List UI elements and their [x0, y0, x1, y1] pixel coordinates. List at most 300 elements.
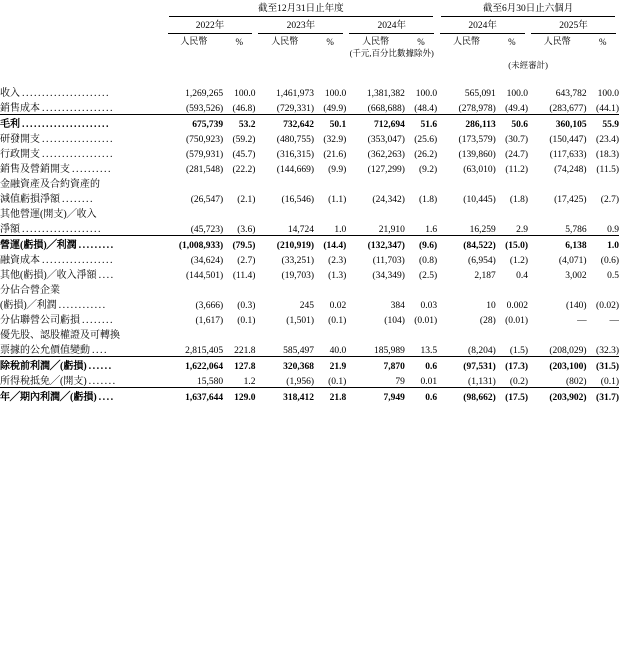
cell-amount [255, 175, 314, 190]
cell-percent [314, 205, 346, 220]
cell-amount [528, 205, 587, 220]
table-row [0, 99, 619, 115]
cell-amount: 15,580 [197, 377, 224, 387]
cell-amount: (74,248) [554, 165, 587, 175]
row-label [0, 130, 165, 145]
cell-percent [223, 281, 255, 296]
cell-percent [405, 326, 437, 341]
cell-percent: 0.9 [607, 225, 619, 235]
cell-amount: (127,299) [367, 165, 405, 175]
table-row [0, 266, 619, 281]
cell-amount: 79 [395, 377, 405, 387]
cell-amount: (8,204) [468, 346, 496, 356]
cell-amount [165, 281, 224, 296]
cell-percent: 0.6 [405, 388, 437, 404]
header-year-2023: 2023年 [255, 17, 346, 34]
cell-amount: (1,956) [286, 377, 314, 387]
cell-percent: 0.01 [420, 377, 438, 387]
row-label [0, 251, 165, 266]
cell-percent: (0.1) [237, 316, 256, 326]
leader-dots: . . . . . . . . [80, 315, 112, 326]
leader-dots: . . . . . . . [86, 376, 115, 387]
cell-amount: (203,902) [528, 388, 587, 404]
row-label [0, 357, 165, 373]
row-label [0, 326, 165, 341]
cell-percent: (2.1) [237, 195, 256, 205]
table-row [0, 341, 619, 357]
table-row [0, 220, 619, 236]
cell-amount: (97,531) [437, 357, 496, 373]
cell-percent: 51.6 [405, 115, 437, 131]
cell-percent [314, 281, 346, 296]
row-label [0, 220, 165, 236]
cell-percent: (1.5) [509, 346, 529, 356]
cell-percent: (1.2) [509, 256, 529, 266]
header-group-row [0, 0, 619, 17]
header-unaudited-note-row [0, 59, 619, 71]
cell-amount: 360,105 [528, 115, 587, 131]
cell-percent [587, 326, 619, 341]
cell-amount: (132,347) [346, 236, 405, 252]
table-row [0, 115, 619, 131]
cell-amount: (173,579) [458, 135, 496, 145]
cell-percent: (18.3) [596, 150, 619, 160]
row-label [0, 311, 165, 326]
cell-percent: 0.4 [516, 271, 529, 281]
header-year-row [0, 17, 619, 34]
leader-dots: . . . . . . . . . . . . . . . . . . [40, 149, 112, 160]
cell-percent: (25.6) [414, 135, 438, 145]
cell-percent: (0.2) [509, 377, 529, 387]
cell-percent [405, 281, 437, 296]
table-row [0, 296, 619, 311]
cell-amount: 185,989 [373, 346, 405, 356]
cell-amount: (6,954) [468, 256, 496, 266]
cell-amount: (144,669) [276, 165, 314, 175]
cell-percent [223, 326, 255, 341]
cell-percent: (11.4) [232, 271, 256, 281]
cell-amount: (63,010) [463, 165, 496, 175]
cell-amount: 2,187 [474, 271, 496, 281]
cell-percent: (31.5) [587, 357, 619, 373]
table-row [0, 236, 619, 252]
header-year-2024: 2024年 [346, 17, 437, 34]
row-label [0, 388, 165, 404]
cell-amount [346, 281, 405, 296]
cell-amount: (750,923) [185, 135, 224, 145]
row-label [0, 190, 165, 205]
cell-percent: (45.7) [232, 150, 256, 160]
table-row [0, 372, 619, 388]
cell-percent: (32.9) [323, 135, 347, 145]
cell-amount [437, 326, 496, 341]
leader-dots: . . . . . . . . . . . . . . . . . . . . . . [20, 119, 108, 130]
cell-percent: (32.3) [596, 346, 619, 356]
header-percent-2023: % [326, 37, 334, 47]
cell-amount: (19,703) [281, 271, 314, 281]
cell-percent [223, 205, 255, 220]
cell-percent: (2.7) [237, 256, 256, 266]
cell-amount: (11,703) [372, 256, 405, 266]
cell-percent: (17.3) [496, 357, 528, 373]
cell-percent: (1.1) [328, 195, 347, 205]
row-label-text: 行政開支 [0, 149, 40, 160]
leader-dots: . . . . . . . . . . . . . . . . . . . . . . [20, 88, 108, 99]
cell-amount: 21,910 [378, 225, 405, 235]
leader-dots: . . . . [96, 270, 113, 281]
cell-amount: 7,949 [346, 388, 405, 404]
cell-amount: (140) [566, 301, 587, 311]
table-row [0, 130, 619, 145]
cell-amount: 1,381,382 [366, 89, 405, 99]
cell-percent: 100.0 [597, 89, 619, 99]
cell-amount [437, 281, 496, 296]
cell-percent: (0.01) [414, 316, 438, 326]
header-currency-2024: 人民幣 [362, 36, 390, 46]
cell-amount [437, 205, 496, 220]
cell-amount: (1,617) [195, 316, 224, 326]
header-currency-2025i: 人民幣 [543, 36, 571, 46]
cell-amount [528, 281, 587, 296]
cell-amount: 10 [486, 301, 496, 311]
cell-percent: (3.6) [237, 225, 256, 235]
cell-percent [496, 326, 528, 341]
cell-percent: (0.1) [328, 377, 347, 387]
cell-amount: (144,501) [185, 271, 224, 281]
cell-amount: 14,724 [287, 225, 314, 235]
cell-percent: 53.2 [223, 115, 255, 131]
table-row [0, 160, 619, 175]
cell-percent: (11.2) [505, 165, 529, 175]
table-row [0, 190, 619, 205]
row-label [0, 372, 165, 388]
cell-percent: 221.8 [234, 346, 256, 356]
cell-amount: (28) [479, 316, 496, 326]
cell-percent: 100.0 [234, 89, 256, 99]
leader-dots: . . . . . . . . . . . . . . . . . . [40, 255, 112, 266]
row-label-text: 銷售及營銷開支 [0, 164, 70, 175]
cell-amount: (281,548) [185, 165, 224, 175]
leader-dots: . . . . . . . . . . . . . . . . . . [40, 134, 112, 145]
row-label-text: 分佔合營企業 [0, 285, 60, 296]
table-row [0, 205, 619, 220]
cell-percent: (2.7) [600, 195, 619, 205]
cell-amount: (84,522) [437, 236, 496, 252]
cell-amount [346, 205, 405, 220]
cell-percent: (0.6) [600, 256, 619, 266]
cell-amount: (208,029) [549, 346, 587, 356]
header-currency-2024i: 人民幣 [452, 36, 480, 46]
cell-percent: 100.0 [415, 89, 438, 99]
row-label-text: 減值虧損淨額 [0, 194, 60, 205]
cell-amount [346, 326, 405, 341]
table-row [0, 326, 619, 341]
cell-amount: (353,047) [367, 135, 405, 145]
cell-amount: (210,919) [255, 236, 314, 252]
cell-percent [314, 175, 346, 190]
cell-percent: 0.002 [506, 301, 529, 311]
row-label-text: 優先股、認股權證及可轉換 [0, 330, 120, 341]
row-label [0, 115, 165, 131]
unaudited-note: (未經審計) [508, 60, 548, 70]
cell-percent: 1.0 [334, 225, 347, 235]
cell-percent: (1.3) [328, 271, 347, 281]
table-row [0, 175, 619, 190]
header-currency-2023: 人民幣 [271, 36, 299, 46]
cell-percent: 127.8 [223, 357, 255, 373]
cell-percent: 21.9 [314, 357, 346, 373]
table-row [0, 388, 619, 404]
cell-amount [346, 175, 405, 190]
table-header [0, 0, 619, 84]
row-label [0, 84, 165, 99]
header-group-annual: 截至12月31日止年度 [165, 0, 438, 17]
row-label-text: 銷售成本 [0, 103, 40, 114]
cell-percent: (46.8) [232, 104, 256, 114]
leader-dots: . . . . . . . . . [76, 240, 113, 251]
row-label-text: 票據的公允價值變動 [0, 345, 90, 356]
cell-percent: (0.3) [237, 301, 256, 311]
cell-percent: (0.8) [418, 256, 438, 266]
cell-amount: 565,091 [464, 89, 496, 99]
cell-percent: (49.4) [505, 104, 529, 114]
cell-amount [255, 281, 314, 296]
cell-percent: (22.2) [232, 165, 256, 175]
leader-dots: . . . . [90, 345, 106, 356]
cell-amount: 6,138 [528, 236, 587, 252]
table-row [0, 311, 619, 326]
header-currency-2022: 人民幣 [180, 36, 208, 46]
cell-amount: (480,755) [276, 135, 314, 145]
cell-amount: (3,666) [195, 301, 224, 311]
header-unit-note-row [0, 47, 619, 59]
leader-dots: . . . . [96, 392, 113, 403]
cell-percent: (1.8) [509, 195, 529, 205]
cell-percent: (30.7) [505, 135, 529, 145]
row-label [0, 160, 165, 175]
row-label-text: 年╱期內利潤╱(虧損) [0, 392, 97, 403]
cell-percent: 0.5 [607, 271, 619, 281]
cell-amount: 1,269,265 [185, 89, 224, 99]
cell-amount: (283,677) [549, 104, 587, 114]
cell-amount: — [577, 316, 587, 326]
cell-amount: 245 [299, 301, 314, 311]
header-year-2024-interim: 2024年 [437, 17, 528, 34]
cell-amount: (316,315) [276, 150, 314, 160]
cell-amount [255, 326, 314, 341]
cell-percent: (26.2) [414, 150, 438, 160]
table-row [0, 281, 619, 296]
cell-amount: (26,547) [190, 195, 224, 205]
cell-amount: (104) [384, 316, 405, 326]
cell-amount: 1,622,064 [165, 357, 224, 373]
header-group-interim: 截至6月30日止六個月 [437, 0, 619, 17]
cell-amount: (33,251) [281, 256, 314, 266]
cell-amount: 643,782 [555, 89, 587, 99]
cell-percent: (17.5) [496, 388, 528, 404]
row-label-text: 融資成本 [0, 255, 40, 266]
row-label-text: 毛利 [0, 119, 20, 130]
table-row [0, 145, 619, 160]
leader-dots: . . . . . . . . [60, 194, 92, 205]
cell-amount: (98,662) [437, 388, 496, 404]
row-label-text: 營運(虧損)╱利潤 [0, 240, 77, 251]
cell-amount: (24,342) [372, 195, 405, 205]
cell-amount: 320,368 [255, 357, 314, 373]
cell-percent: 100.0 [324, 89, 347, 99]
cell-percent [405, 205, 437, 220]
cell-amount: (4,071) [558, 256, 587, 266]
cell-percent [496, 205, 528, 220]
cell-amount: 3,002 [565, 271, 587, 281]
cell-percent: (59.2) [232, 135, 256, 145]
cell-percent: (14.4) [314, 236, 346, 252]
row-label [0, 236, 165, 252]
cell-percent: (24.7) [505, 150, 529, 160]
header-percent-2024: % [417, 37, 425, 47]
cell-percent: (2.3) [328, 256, 347, 266]
cell-percent: (1.8) [418, 195, 438, 205]
cell-amount: (203,100) [528, 357, 587, 373]
header-spacer [0, 71, 619, 84]
cell-percent: 55.9 [587, 115, 619, 131]
cell-amount [528, 326, 587, 341]
cell-percent: (79.5) [223, 236, 255, 252]
cell-percent: 129.0 [223, 388, 255, 404]
cell-percent: 0.03 [420, 301, 438, 311]
cell-amount: 318,412 [255, 388, 314, 404]
header-year-2022: 2022年 [165, 17, 256, 34]
cell-percent: 50.1 [314, 115, 346, 131]
cell-amount: 1,461,973 [276, 89, 314, 99]
cell-amount: (34,624) [190, 256, 224, 266]
row-label-text: 研發開支 [0, 134, 40, 145]
table-row [0, 251, 619, 266]
cell-amount: (729,331) [276, 104, 314, 114]
cell-percent: — [609, 316, 619, 326]
cell-amount: (34,349) [372, 271, 405, 281]
cell-amount: 732,642 [255, 115, 314, 131]
table-row [0, 84, 619, 99]
cell-percent [496, 281, 528, 296]
header-percent-2024i: % [508, 37, 516, 47]
cell-percent: (48.4) [414, 104, 438, 114]
cell-amount: 585,497 [283, 346, 314, 356]
row-label-text: 所得稅抵免╱(開支) [0, 376, 87, 387]
header-year-2025-interim: 2025年 [528, 17, 619, 34]
cell-percent: (0.02) [596, 301, 619, 311]
cell-percent: (44.1) [596, 104, 619, 114]
leader-dots: . . . . . . . . . . . . [56, 300, 105, 311]
cell-percent: 13.5 [420, 346, 438, 356]
cell-percent [496, 175, 528, 190]
cell-percent: (49.9) [323, 104, 347, 114]
cell-percent: 0.6 [405, 357, 437, 373]
cell-amount: (139,860) [458, 150, 496, 160]
cell-amount [255, 205, 314, 220]
leader-dots: . . . . . . . . . . [70, 164, 110, 175]
cell-amount: (1,501) [286, 316, 314, 326]
cell-percent: 50.6 [496, 115, 528, 131]
row-label-text: 收入 [0, 88, 20, 99]
header-percent-2022: % [235, 37, 244, 47]
header-currency-row [0, 34, 619, 47]
cell-percent [587, 281, 619, 296]
cell-amount: (17,425) [554, 195, 587, 205]
cell-percent: (21.6) [323, 150, 347, 160]
row-label [0, 296, 165, 311]
row-label-text: (虧損)╱利潤 [0, 300, 57, 311]
row-label-text: 其他營運(開支)╱收入 [0, 209, 97, 220]
cell-amount: (150,447) [549, 135, 587, 145]
cell-percent: 40.0 [329, 346, 347, 356]
cell-percent: (9.6) [405, 236, 437, 252]
row-label [0, 205, 165, 220]
cell-amount: (579,931) [185, 150, 224, 160]
leader-dots: . . . . . . [86, 361, 111, 372]
cell-amount: (45,723) [190, 225, 224, 235]
cell-percent: (0.1) [328, 316, 347, 326]
cell-percent: 0.02 [329, 301, 347, 311]
cell-amount: 384 [390, 301, 405, 311]
cell-percent [223, 175, 255, 190]
row-label-text: 除稅前利潤╱(虧損) [0, 361, 87, 372]
table-body [0, 84, 619, 403]
cell-percent [405, 175, 437, 190]
row-label-text: 淨額 [0, 224, 20, 235]
cell-percent: (0.01) [505, 316, 529, 326]
cell-percent: (11.5) [596, 165, 619, 175]
leader-dots: . . . . . . . . . . . . . . . . . . . . [20, 224, 100, 235]
cell-amount: 2,815,405 [185, 346, 224, 356]
cell-amount: (362,263) [367, 150, 405, 160]
cell-amount: 286,113 [437, 115, 496, 131]
cell-amount: (117,633) [549, 150, 587, 160]
cell-amount: (593,526) [185, 104, 224, 114]
cell-amount: 7,870 [346, 357, 405, 373]
cell-amount: 675,739 [165, 115, 224, 131]
cell-percent: (23.4) [596, 135, 619, 145]
cell-percent: 1.6 [425, 225, 438, 235]
leader-dots: . . . . . . . . . . . . . . . . . . [40, 103, 112, 114]
cell-percent: (2.5) [418, 271, 438, 281]
cell-amount [437, 175, 496, 190]
cell-percent: 1.0 [587, 236, 619, 252]
cell-percent: 21.8 [314, 388, 346, 404]
row-label [0, 281, 165, 296]
cell-percent [587, 175, 619, 190]
cell-percent: (31.7) [587, 388, 619, 404]
cell-amount: (1,008,933) [165, 236, 224, 252]
cell-amount: (16,546) [281, 195, 314, 205]
row-label [0, 341, 165, 357]
table-row [0, 357, 619, 373]
cell-amount [165, 326, 224, 341]
cell-percent [314, 326, 346, 341]
row-label-text: 金融資產及合約資產的 [0, 179, 100, 190]
row-label [0, 145, 165, 160]
unit-note: (千元,百分比數據除外) [349, 48, 434, 58]
cell-percent: (15.0) [496, 236, 528, 252]
row-label [0, 266, 165, 281]
cell-percent: 1.2 [243, 377, 256, 387]
cell-percent [587, 205, 619, 220]
cell-amount: (278,978) [458, 104, 496, 114]
cell-amount: 712,694 [346, 115, 405, 131]
row-label [0, 99, 165, 115]
cell-amount: 1,637,644 [165, 388, 224, 404]
header-percent-2025i: % [599, 37, 607, 47]
